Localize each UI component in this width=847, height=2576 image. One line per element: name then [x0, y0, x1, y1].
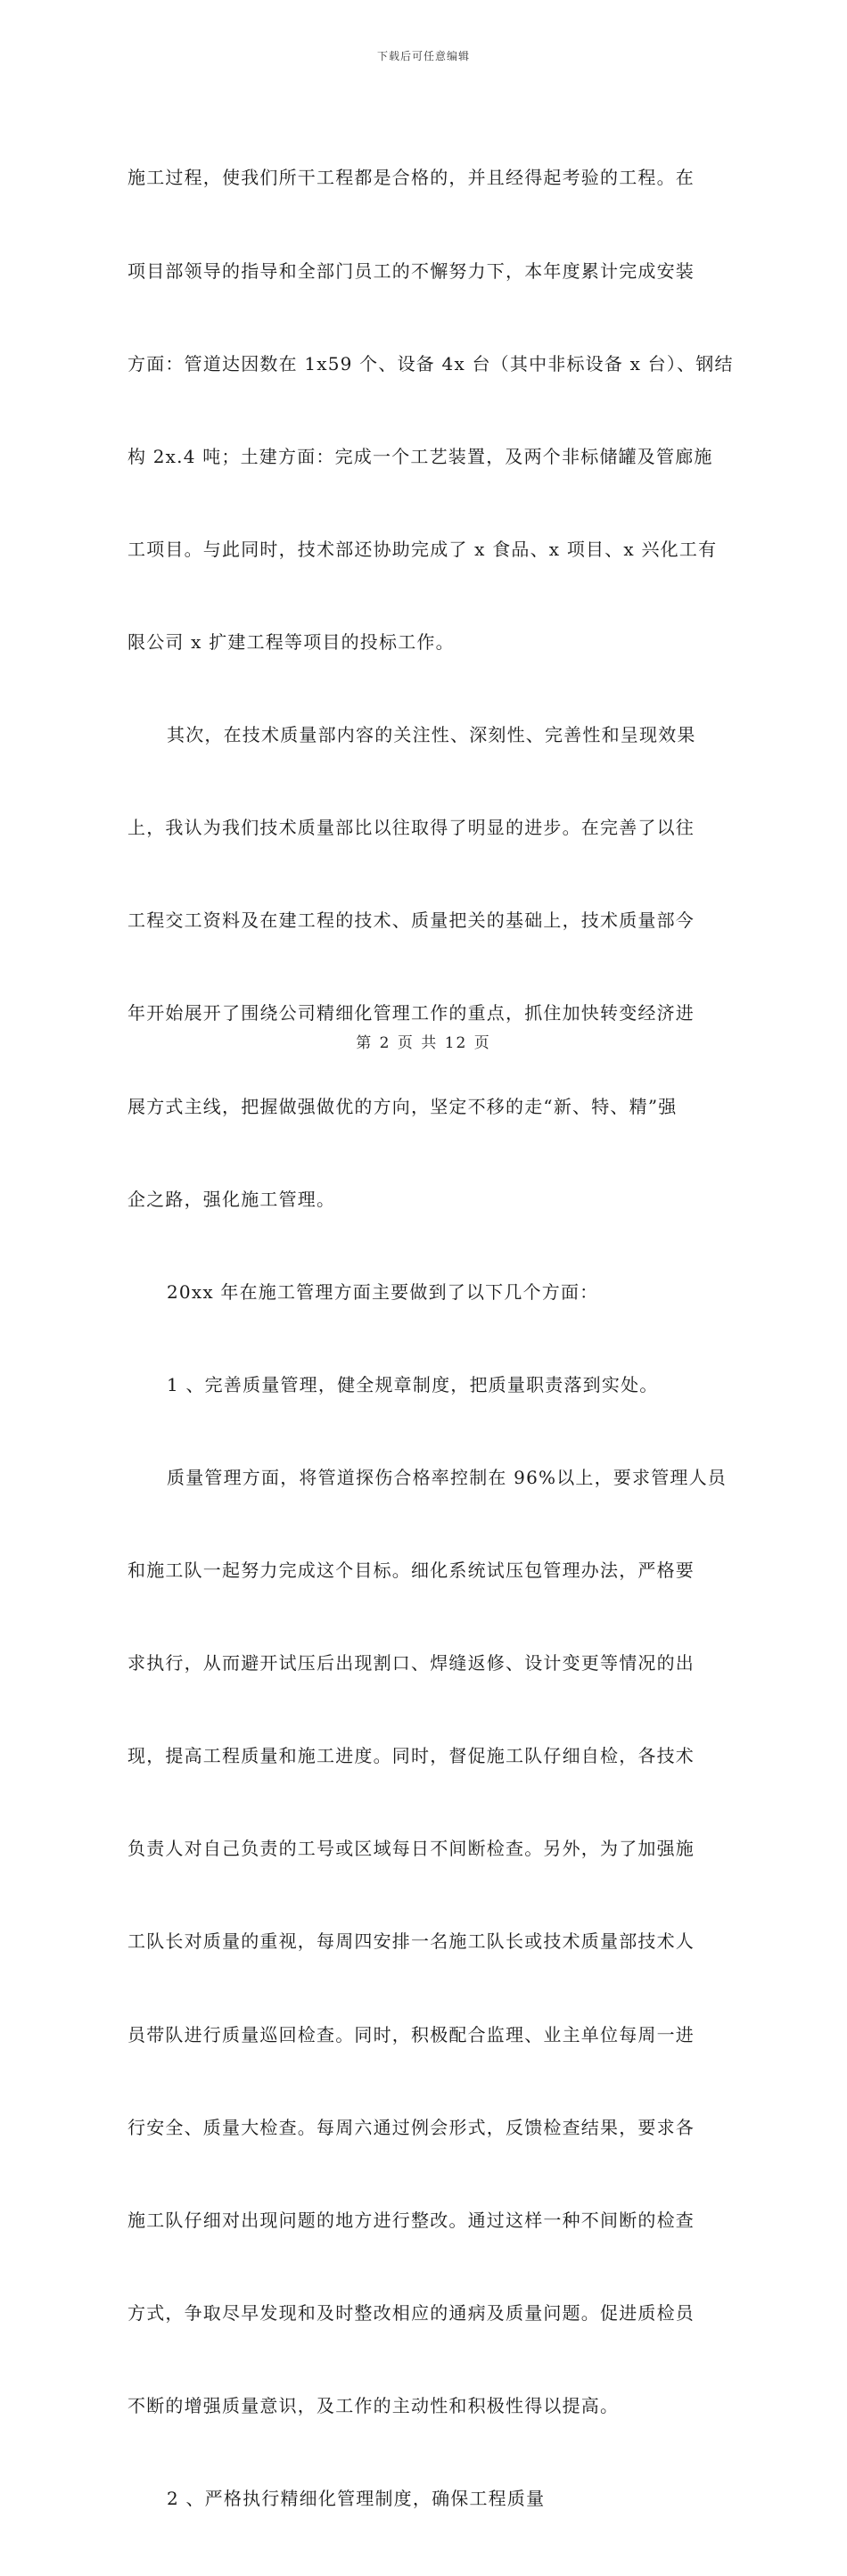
text-line: 方面：管道达因数在 1x59 个、设备 4x 台（其中非标设备 x 台）、钢结: [127, 352, 734, 374]
text-line: 现，提高工程质量和施工进度。同时，督促施工队仔细自检，各技术: [127, 1745, 695, 1767]
text-line: 施工队仔细对出现问题的地方进行整改。通过这样一种不间断的检查: [127, 2209, 695, 2231]
document-body: [127, 101, 734, 2576]
page-header: 下载后可任意编辑: [376, 50, 470, 62]
text-line: 2 、严格执行精细化管理制度，确保工程质量: [167, 2488, 546, 2510]
paragraph: [127, 101, 734, 2576]
text-line: 上，我认为我们技术质量部比以往取得了明显的进步。在完善了以往: [127, 817, 695, 839]
text-line: 构 2x.4 吨；土建方面：完成一个工艺装置，及两个非标储罐及管廊施: [127, 445, 713, 467]
text-line: 20xx 年在施工管理方面主要做到了以下几个方面：: [167, 1280, 599, 1303]
text-line: 展方式主线，把握做强做优的方向，坚定不移的走“新、特、精”强: [127, 1095, 678, 1117]
text-line: 和施工队一起努力完成这个目标。细化系统试压包管理办法，严格要: [127, 1560, 695, 1582]
text-line: 质量管理方面，将管道探伤合格率控制在 96%以上，要求管理人员: [167, 1466, 728, 1488]
text-line: 方式，争取尽早发现和及时整改相应的通病及质量问题。促进质检员: [127, 2301, 695, 2324]
text-line: 求执行，从而避开试压后出现割口、焊缝返修、设计变更等情况的出: [127, 1652, 695, 1675]
text-line: 不断的增强质量意识，及工作的主动性和积极性得以提高。: [127, 2395, 620, 2417]
text-line: 工项目。与此同时，技术部还协助完成了 x 食品、x 项目、x 兴化工有: [127, 538, 718, 560]
text-line: 其次，在技术质量部内容的关注性、深刻性、完善性和呈现效果: [167, 724, 696, 746]
text-line: 工队长对质量的重视，每周四安排一名施工队长或技术质量部技术人: [127, 1930, 695, 1953]
text-line: 工程交工资料及在建工程的技术、质量把关的基础上，技术质量部今: [127, 909, 695, 932]
text-line: 企之路，强化施工管理。: [127, 1188, 336, 1210]
page-number-footer: 第 2 页 共 12 页: [356, 1034, 491, 1052]
text-line: 施工过程，使我们所干工程都是合格的，并且经得起考验的工程。在: [127, 167, 695, 189]
text-line: 负责人对自己负责的工号或区域每日不间断检查。另外，为了加强施: [127, 1838, 695, 1860]
text-line: 行安全、质量大检查。每周六通过例会形式，反馈检查结果，要求各: [127, 2116, 695, 2138]
text-line: 1 、完善质量管理，健全规章制度，把质量职责落到实处。: [167, 1373, 659, 1395]
text-line: 限公司 x 扩建工程等项目的投标工作。: [127, 630, 455, 653]
text-line: 员带队进行质量巡回检查。同时，积极配合监理、业主单位每周一进: [127, 2023, 695, 2045]
text-line: 项目部领导的指导和全部门员工的不懈努力下，本年度累计完成安装: [127, 259, 695, 282]
text-line: 年开始展开了围绕公司精细化管理工作的重点，抓住加快转变经济进: [127, 1002, 695, 1025]
